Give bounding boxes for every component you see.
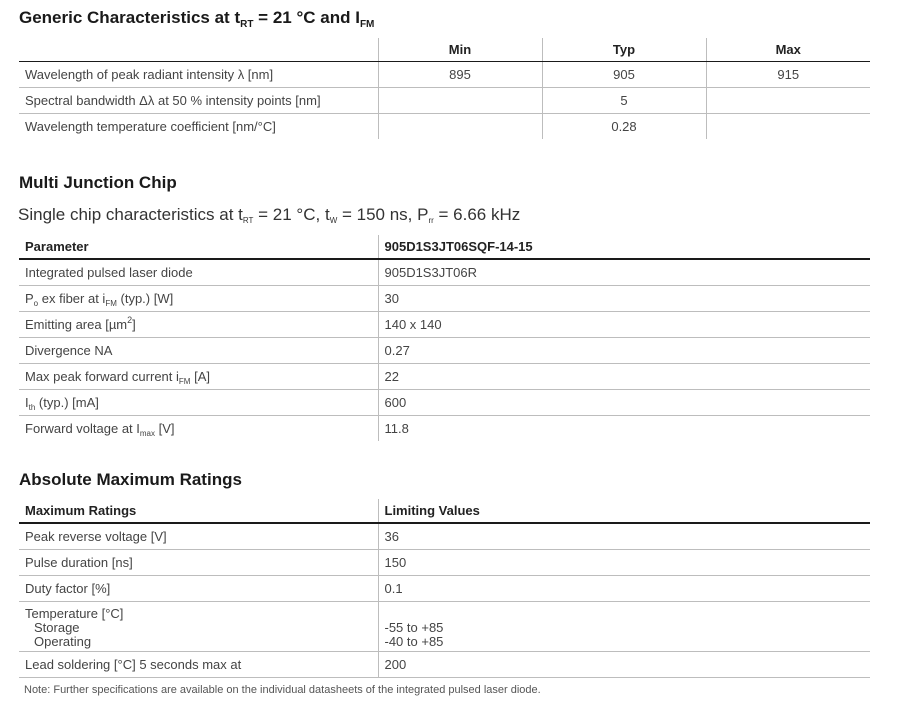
row-label: $P_o$ ex fiber at $i_{FM}$ (typ.) [W] [19,286,378,312]
absolute-title: Absolute Maximum Ratings [19,470,242,489]
table-row [19,259,870,286]
multi-table [19,235,870,441]
footnote: Note: Further specifications are available on the individual datasheets of the integrated pulsed laser diode. [24,684,541,696]
row-label: Wavelength temperature coefficient [nm/°C] [25,118,276,134]
row-value: 30 [378,286,870,312]
multi-header-value: 905D1S3JT06SQF-14-15 [378,235,870,259]
absolute-table [19,499,870,678]
table-row [19,338,870,364]
row-label: Spectral bandwidth Δλ at 50 % intensity points [nm] [19,88,378,114]
row-label: Emitting area [µm$^2$] [19,312,378,338]
temperature-value-cell [378,602,870,652]
row-min [378,114,542,140]
row-value: 150 [378,550,870,576]
table-row [19,312,870,338]
generic-header-min: Min [378,38,542,62]
table-row [19,390,870,416]
row-max [706,114,870,140]
row-label: Divergence NA [19,338,378,364]
table-row [19,602,870,652]
row-label: Wavelength of peak radiant intensity λ [nm] [19,62,378,88]
table-row [19,652,870,678]
generic-header-max: Max [706,38,870,62]
row-max [706,88,870,114]
table-row [19,576,870,602]
row-value: 140 x 140 [378,312,870,338]
row-label: Peak reverse voltage [V] [19,523,378,550]
row-value: 36 [378,523,870,550]
row-value: 600 [378,390,870,416]
temperature-label: Temperature [°C] [25,606,124,621]
table-row [19,88,870,114]
row-typ: 5 [542,88,706,114]
generic-header-blank [19,38,378,62]
operating-label: Operating [34,634,92,649]
row-label: $I_{th}$ (typ.) [mA] [19,390,378,416]
row-value: 22 [378,364,870,390]
row-value: 905D1S3JT06R [378,259,870,286]
table-row [19,523,870,550]
generic-header-typ: Typ [542,38,706,62]
row-label: Lead soldering [°C] 5 seconds max at [19,652,378,678]
generic-table [19,38,870,139]
row-label: Integrated pulsed laser diode [19,259,378,286]
row-min [378,88,542,114]
row-label: Pulse duration [ns] [19,550,378,576]
generic-title: Generic Characteristics at $t_{RT} = 21$ °C and $I_{FM}$ [19,8,375,30]
row-label: Duty factor [%] [19,576,378,602]
table-row [19,286,870,312]
row-label: Max peak forward current $i_{FM}$ [A] [19,364,378,390]
absolute-header-value: Limiting Values [378,499,870,523]
row-value: 11.8 [378,416,870,442]
table-row [19,550,870,576]
temperature-label-cell [19,602,378,652]
table-row [19,114,870,140]
multi-subtitle: Single chip characteristics at $t_{RT} = 21$ °C, $t_W = 150$ ns, $P_{rr} = 6.66$ kHz [18,205,521,225]
table-row [19,364,870,390]
row-value: 0.1 [378,576,870,602]
multi-title: Multi Junction Chip [19,173,177,192]
storage-value: -55 to +85 [384,620,444,635]
operating-value: -40 to +85 [384,634,444,649]
row-min: 895 [378,62,542,88]
storage-label: Storage [34,620,80,635]
table-row [19,416,870,442]
row-label: Forward voltage at $I_{max}$ [V] [25,420,175,438]
row-value: 200 [378,652,870,678]
row-typ: 0.28 [542,114,706,140]
row-max: 915 [706,62,870,88]
absolute-header-param: Maximum Ratings [19,499,378,523]
table-row [19,62,870,88]
row-value: 0.27 [378,338,870,364]
row-typ: 905 [542,62,706,88]
multi-header-param: Parameter [19,235,378,259]
